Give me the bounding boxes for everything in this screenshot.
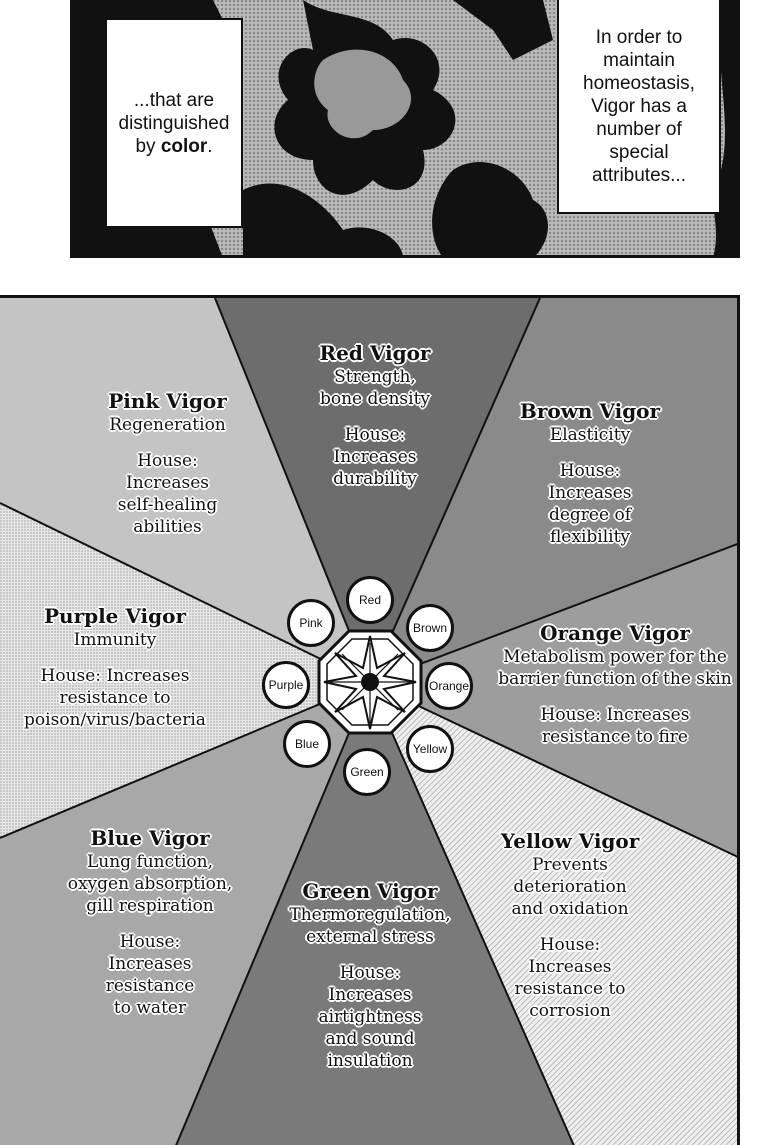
node-blue: Blue: [283, 720, 331, 768]
segment-yellow: [480, 828, 660, 1022]
ability-line: deterioration: [513, 877, 627, 897]
house-line: insulation: [327, 1051, 413, 1071]
ability-line: Strength,: [334, 367, 416, 387]
ability-line: barrier function of the skin: [498, 669, 732, 689]
house-line: Increases: [528, 957, 612, 977]
house-line: Increases: [125, 473, 210, 493]
caption-left-emphasis: color: [160, 135, 208, 157]
ability-line: Elasticity: [549, 425, 631, 445]
ability-line: external stress: [306, 927, 434, 947]
segment-green: [270, 878, 470, 1072]
segment-title: Purple Vigor: [43, 604, 186, 628]
caption-left-after: .: [207, 135, 213, 157]
node-orange: Orange: [425, 662, 473, 710]
caption-box-left: [105, 18, 243, 228]
house-line: Increases: [328, 985, 412, 1005]
ability-line: Lung function,: [86, 852, 214, 872]
house-line: to water: [113, 998, 187, 1018]
house-line: resistance to: [59, 688, 171, 708]
segment-blue: [55, 825, 245, 1019]
ability-line: gill respiration: [86, 896, 214, 916]
caption-box-right: [557, 0, 721, 214]
house-line: airtightness: [318, 1007, 422, 1027]
house-line: House:: [559, 461, 621, 481]
house-line: House:: [339, 963, 401, 983]
house-line: poison/virus/bacteria: [24, 710, 206, 730]
segment-brown: [500, 398, 680, 548]
segment-title: Blue Vigor: [90, 826, 210, 850]
segment-pink: [80, 388, 255, 538]
house-line: and sound: [325, 1029, 415, 1049]
house-line: resistance to: [514, 979, 626, 999]
house-line: degree of: [548, 505, 631, 525]
house-line: corrosion: [529, 1001, 611, 1021]
vigor-chart-panel: [0, 295, 740, 1145]
house-line: resistance to fire: [542, 727, 688, 747]
caption-left-before: ...that are distinguished by: [118, 89, 230, 157]
house-line: House: Increases: [540, 705, 690, 725]
node-pink: Pink: [287, 599, 335, 647]
segment-purple: [10, 603, 220, 731]
house-line: House: Increases: [40, 666, 190, 686]
house-line: House:: [119, 932, 181, 952]
node-yellow: Yellow: [406, 725, 454, 773]
ability-line: Immunity: [73, 630, 157, 650]
house-line: House:: [137, 451, 198, 471]
house-line: Increases: [548, 483, 632, 503]
ability-line: and oxidation: [511, 899, 629, 919]
segment-title: Green Vigor: [302, 879, 438, 903]
segment-title: Red Vigor: [319, 341, 431, 365]
star-emblem-icon: [319, 631, 421, 733]
segment-title: Pink Vigor: [108, 389, 227, 413]
node-purple: Purple: [262, 661, 310, 709]
ability-line: Regeneration: [109, 415, 226, 435]
top-manga-panel: [70, 0, 740, 258]
house-line: resistance: [105, 976, 195, 996]
caption-right-text: In order to maintain homeostasis, Vigor has a number of special attributes...: [583, 26, 695, 186]
node-green: Green: [343, 748, 391, 796]
house-line: abilities: [133, 517, 202, 537]
segment-orange: [490, 620, 740, 748]
ability-line: Metabolism power for the: [503, 647, 727, 667]
segment-red: [285, 340, 465, 490]
house-line: House:: [539, 935, 601, 955]
house-line: self-healing: [117, 495, 218, 515]
segment-title: Yellow Vigor: [500, 829, 640, 853]
house-line: Increases: [333, 447, 417, 467]
ability-line: Prevents: [532, 855, 608, 875]
node-brown: Brown: [406, 604, 454, 652]
house-line: flexibility: [549, 527, 631, 547]
house-line: House:: [344, 425, 406, 445]
node-red: Red: [346, 576, 394, 624]
house-line: Increases: [108, 954, 192, 974]
ability-line: Thermoregulation,: [289, 905, 451, 925]
ability-line: oxygen absorption,: [67, 874, 233, 894]
segment-title: Orange Vigor: [540, 621, 690, 645]
ability-line: bone density: [319, 389, 431, 409]
segment-title: Brown Vigor: [519, 399, 661, 423]
house-line: durability: [333, 469, 417, 489]
